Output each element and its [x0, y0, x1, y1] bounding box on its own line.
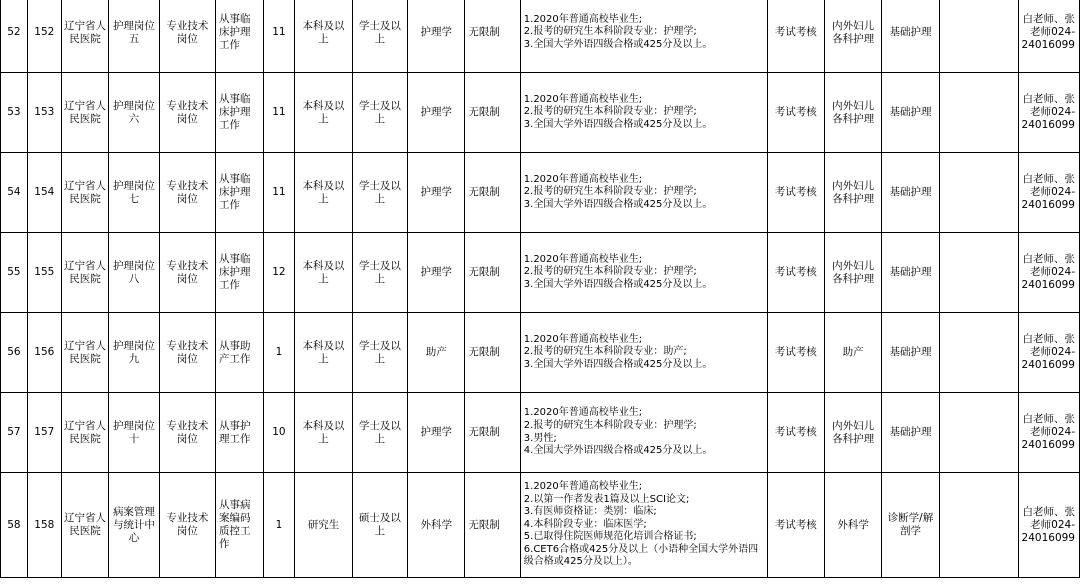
table-body [1, 0, 1080, 578]
post-type-cell: 专业技术岗位 [159, 233, 215, 313]
degree-cell: 学士及以上 [352, 313, 407, 393]
contact-cell: 白老师、张老师024-24016099 [1019, 73, 1080, 153]
hiring-count-cell: 1 [263, 313, 295, 393]
requirements-cell: 1.2020年普通高校毕业生; 2.报考的研究生本科阶段专业：助产; 3.全国大学外语四级合格或425分及以上。 [520, 313, 767, 393]
exam-subject-cell: 基础护理 [882, 393, 939, 473]
post-name-cell: 护理岗位八 [109, 233, 159, 313]
requirements-cell: 1.2020年普通高校毕业生; 2.报考的研究生本科阶段专业：护理学; 3.全国大学外语四级合格或425分及以上。 [520, 233, 767, 313]
post-name-cell: 护理岗位七 [109, 153, 159, 233]
department-cell: 内外妇儿各科护理 [824, 153, 881, 233]
unit-cell: 辽宁省人民医院 [61, 473, 109, 578]
post-type-cell: 专业技术岗位 [159, 313, 215, 393]
duty-cell: 从事助产工作 [216, 313, 264, 393]
hiring-count-cell: 11 [263, 73, 295, 153]
major-cell: 护理学 [408, 153, 465, 233]
post-type-cell: 专业技术岗位 [159, 73, 215, 153]
duty-cell: 从事护理工作 [216, 393, 264, 473]
age-limit-cell: 无限制 [465, 313, 520, 393]
post-code-cell: 153 [27, 73, 61, 153]
age-limit-cell: 无限制 [465, 393, 520, 473]
exam-subject-cell: 诊断学/解剖学 [882, 473, 939, 578]
hiring-count-cell: 11 [263, 0, 295, 73]
post-code-cell: 157 [27, 393, 61, 473]
table-row [1, 0, 1080, 73]
unit-cell: 辽宁省人民医院 [61, 233, 109, 313]
row-number-cell: 57 [1, 393, 28, 473]
duty-cell: 从事临床护理工作 [216, 233, 264, 313]
exam-method-cell: 考试考核 [767, 313, 824, 393]
unit-cell: 辽宁省人民医院 [61, 73, 109, 153]
unit-cell: 辽宁省人民医院 [61, 393, 109, 473]
post-code-cell: 156 [27, 313, 61, 393]
education-cell: 本科及以上 [295, 73, 352, 153]
degree-cell: 学士及以上 [352, 153, 407, 233]
contact-cell: 白老师、张老师024-24016099 [1019, 393, 1080, 473]
education-cell: 本科及以上 [295, 153, 352, 233]
department-cell: 内外妇儿各科护理 [824, 73, 881, 153]
education-cell: 本科及以上 [295, 393, 352, 473]
degree-cell: 硕士及以上 [352, 473, 407, 578]
table-row [1, 393, 1080, 473]
exam-method-cell: 考试考核 [767, 393, 824, 473]
contact-cell: 白老师、张老师024-24016099 [1019, 233, 1080, 313]
hiring-count-cell: 11 [263, 153, 295, 233]
row-number-cell: 53 [1, 73, 28, 153]
table-row [1, 233, 1080, 313]
hiring-count-cell: 10 [263, 393, 295, 473]
major-cell: 护理学 [408, 73, 465, 153]
major-cell: 外科学 [408, 473, 465, 578]
unit-cell: 辽宁省人民医院 [61, 0, 109, 73]
table-row [1, 313, 1080, 393]
exam-subject-cell: 基础护理 [882, 73, 939, 153]
blank-cell [939, 73, 1019, 153]
education-cell: 本科及以上 [295, 233, 352, 313]
row-number-cell: 58 [1, 473, 28, 578]
contact-cell: 白老师、张老师024-24016099 [1019, 153, 1080, 233]
exam-method-cell: 考试考核 [767, 233, 824, 313]
age-limit-cell: 无限制 [465, 153, 520, 233]
degree-cell: 学士及以上 [352, 233, 407, 313]
post-type-cell: 专业技术岗位 [159, 473, 215, 578]
contact-cell: 白老师、张老师024-24016099 [1019, 0, 1080, 73]
degree-cell: 学士及以上 [352, 393, 407, 473]
post-code-cell: 154 [27, 153, 61, 233]
duty-cell: 从事临床护理工作 [216, 0, 264, 73]
post-type-cell: 专业技术岗位 [159, 153, 215, 233]
exam-subject-cell: 基础护理 [882, 233, 939, 313]
post-name-cell: 病案管理与统计中心 [109, 473, 159, 578]
age-limit-cell: 无限制 [465, 0, 520, 73]
department-cell: 内外妇儿各科护理 [824, 0, 881, 73]
requirements-cell: 1.2020年普通高校毕业生; 2.报考的研究生本科阶段专业：护理学; 3.男性; 4.全国大学外语四级合格或425分及以上。 [520, 393, 767, 473]
contact-cell: 白老师、张老师024-24016099 [1019, 313, 1080, 393]
hiring-count-cell: 1 [263, 473, 295, 578]
post-name-cell: 护理岗位十 [109, 393, 159, 473]
duty-cell: 从事病案编码质控工作 [216, 473, 264, 578]
blank-cell [939, 393, 1019, 473]
age-limit-cell: 无限制 [465, 233, 520, 313]
unit-cell: 辽宁省人民医院 [61, 313, 109, 393]
post-name-cell: 护理岗位九 [109, 313, 159, 393]
department-cell: 外科学 [824, 473, 881, 578]
age-limit-cell: 无限制 [465, 73, 520, 153]
row-number-cell: 56 [1, 313, 28, 393]
post-code-cell: 155 [27, 233, 61, 313]
degree-cell: 学士及以上 [352, 0, 407, 73]
unit-cell: 辽宁省人民医院 [61, 153, 109, 233]
blank-cell [939, 473, 1019, 578]
exam-method-cell: 考试考核 [767, 0, 824, 73]
requirements-cell: 1.2020年普通高校毕业生; 2.以第一作者发表1篇及以上SCI论文; 3.有医师资格证：类别：临床; 4.本科阶段专业：临床医学; 5.已取得住院医师规范化培训合格证书; 6.CET6合格或425分及以上（小语种全国大学外语四级合格或425分及以上）。 [520, 473, 767, 578]
major-cell: 护理学 [408, 0, 465, 73]
degree-cell: 学士及以上 [352, 73, 407, 153]
row-number-cell: 54 [1, 153, 28, 233]
post-code-cell: 158 [27, 473, 61, 578]
post-name-cell: 护理岗位六 [109, 73, 159, 153]
department-cell: 内外妇儿各科护理 [824, 393, 881, 473]
major-cell: 护理学 [408, 233, 465, 313]
table-row [1, 473, 1080, 578]
education-cell: 本科及以上 [295, 0, 352, 73]
exam-method-cell: 考试考核 [767, 153, 824, 233]
exam-subject-cell: 基础护理 [882, 153, 939, 233]
education-cell: 研究生 [295, 473, 352, 578]
hiring-count-cell: 12 [263, 233, 295, 313]
exam-subject-cell: 基础护理 [882, 0, 939, 73]
post-type-cell: 专业技术岗位 [159, 393, 215, 473]
table-row [1, 153, 1080, 233]
requirements-cell: 1.2020年普通高校毕业生; 2.报考的研究生本科阶段专业：护理学; 3.全国大学外语四级合格或425分及以上。 [520, 153, 767, 233]
department-cell: 助产 [824, 313, 881, 393]
post-type-cell: 专业技术岗位 [159, 0, 215, 73]
contact-cell: 白老师、张老师024-24016099 [1019, 473, 1080, 578]
blank-cell [939, 233, 1019, 313]
blank-cell [939, 0, 1019, 73]
duty-cell: 从事临床护理工作 [216, 73, 264, 153]
age-limit-cell: 无限制 [465, 473, 520, 578]
education-cell: 本科及以上 [295, 313, 352, 393]
requirements-cell: 1.2020年普通高校毕业生; 2.报考的研究生本科阶段专业：护理学; 3.全国大学外语四级合格或425分及以上。 [520, 0, 767, 73]
blank-cell [939, 313, 1019, 393]
exam-method-cell: 考试考核 [767, 73, 824, 153]
duty-cell: 从事临床护理工作 [216, 153, 264, 233]
department-cell: 内外妇儿各科护理 [824, 233, 881, 313]
major-cell: 助产 [408, 313, 465, 393]
blank-cell [939, 153, 1019, 233]
post-name-cell: 护理岗位五 [109, 0, 159, 73]
table-row [1, 73, 1080, 153]
major-cell: 护理学 [408, 393, 465, 473]
exam-subject-cell: 基础护理 [882, 313, 939, 393]
post-code-cell: 152 [27, 0, 61, 73]
exam-method-cell: 考试考核 [767, 473, 824, 578]
row-number-cell: 52 [1, 0, 28, 73]
requirements-cell: 1.2020年普通高校毕业生; 2.报考的研究生本科阶段专业：护理学; 3.全国大学外语四级合格或425分及以上。 [520, 73, 767, 153]
row-number-cell: 55 [1, 233, 28, 313]
